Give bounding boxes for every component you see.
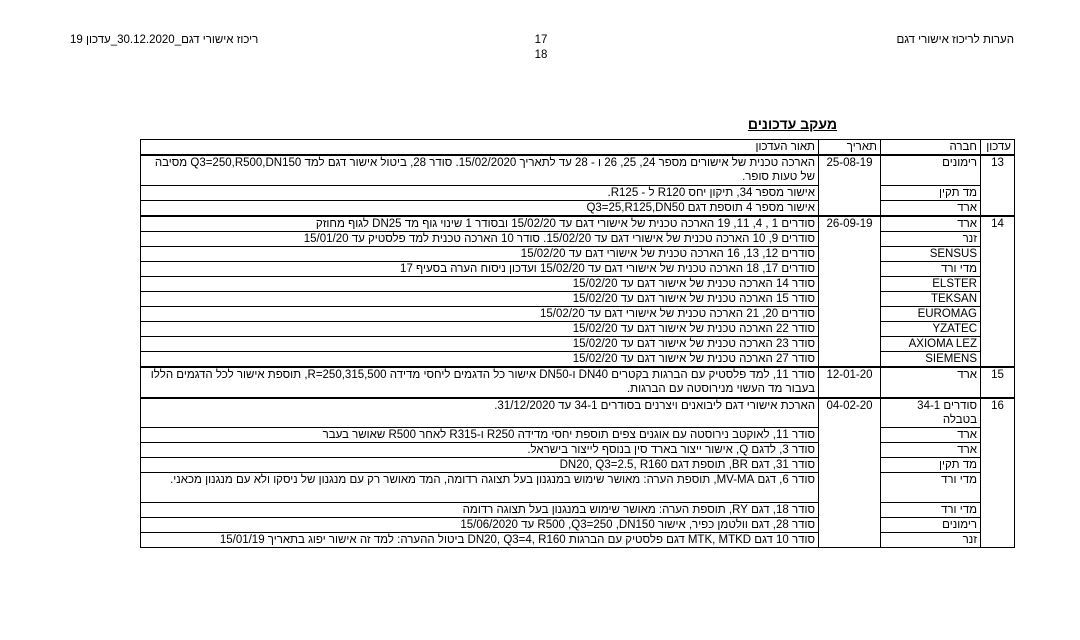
company-cell: EUROMAG — [881, 307, 981, 322]
company-cell: AXIOMA LEZ — [881, 337, 981, 352]
table-row — [141, 518, 1015, 533]
description-cell: אישור מספר 34, תיקון יחס R120 ל - R125. — [141, 186, 819, 201]
description-cell: סודרים 20, 21 הארכה טכנית של אישורי דגם עד 15/02/20 — [141, 307, 819, 322]
description-cell: הארכה טכנית של אישורים מספר 24, 25, 26 ו - 28 עד לתאריך 15/02/2020. סודר 28, ביטול אישור דגם למד Q3=250,R500,DN150 מסיבה של טעות סופר. — [141, 155, 819, 186]
company-cell: ELSTER — [881, 277, 981, 292]
description-cell: סודרים 1 , 4, 11, 19 הארכה טכנית של אישורי דגם עד 15/02/20 ובסודר 1 שינוי גוף מד DN25 לגוף מחוזק — [141, 216, 819, 232]
description-cell: סודר 27 הארכה טכנית של אישור דגם עד 15/02/20 — [141, 352, 819, 368]
update-number-cell: 14 — [981, 216, 1015, 367]
description-cell: הארכת אישורי דגם ליבואנים ויצרנים בסודרים 34-1 עד 31/12/2020. — [141, 398, 819, 428]
table-row — [141, 277, 1015, 292]
table-row — [141, 216, 1015, 232]
description-cell: סודר 22 הארכה טכנית של אישור דגם עד 15/02/20 — [141, 322, 819, 337]
company-cell: SIEMENS — [881, 352, 981, 368]
company-cell: TEKSAN — [881, 292, 981, 307]
table-body — [141, 155, 1015, 548]
update-number-cell: 15 — [981, 367, 1015, 398]
column-header-company: חברה — [881, 140, 981, 156]
description-cell: סודר 10 דגם MTK, MTKD דגם פלסטיק עם הברגות DN20, Q3=4, R160 ביטול ההערה: למד זה אישור יפוג בתאריך 15/01/19 — [141, 533, 819, 548]
company-cell: ארד — [881, 367, 981, 398]
description-cell: סודר 14 הארכה טכנית של אישור דגם עד 15/02/20 — [141, 277, 819, 292]
table-row — [141, 428, 1015, 443]
description-cell: סודר 28, דגם וולטמן כפיר, אישור R500 ,Q3=250 ,DN150 עד 15/06/2020 — [141, 518, 819, 533]
company-cell: SENSUS — [881, 247, 981, 262]
header-right: הערות לריכוז אישורי דגם — [896, 34, 1014, 46]
updates-table — [140, 139, 1015, 548]
table-row — [141, 473, 1015, 503]
company-cell: סודרים 34-1 בטבלה — [881, 398, 981, 428]
company-cell: מד תקין — [881, 186, 981, 201]
description-cell: סודר 11, לאוקטב נירוסטה עם אוגנים צפים תוספת יחסי מדידה R250 ו-R315 לאחר R500 שאושר בעבר — [141, 428, 819, 443]
company-cell: זנר — [881, 232, 981, 247]
company-cell: מדי ורד — [881, 473, 981, 503]
company-cell: מדי ורד — [881, 262, 981, 277]
header-page-numbers — [528, 33, 554, 63]
column-header-update: עדכון — [981, 140, 1015, 156]
table-row — [141, 503, 1015, 518]
table-row — [141, 337, 1015, 352]
description-cell: סודר 6, דגם MV-MA, תוספת הערה: מאושר שימוש במנגנון בעל תצוגה רדומה, המד מאושר רק עם מנגנון של ניסקו ולא עם מנגנון מכאני. — [141, 473, 819, 503]
company-cell: מדי ורד — [881, 503, 981, 518]
table-row — [141, 186, 1015, 201]
company-cell: רימונים — [881, 155, 981, 186]
company-cell: ארד — [881, 443, 981, 458]
date-cell: 25-08-19 — [819, 155, 881, 216]
date-cell: 04-02-20 — [819, 398, 881, 548]
description-cell: סודר 11, למד פלסטיק עם הברגות בקטרים DN40 ו-DN50 אישור כל הדגמים ליחסי מדידה R=250,315,500, תוספת אישור לכל הדגמים הללו בעבור מד העשוי מנירוסטה עם הברגות. — [141, 367, 819, 398]
company-cell: ארד — [881, 201, 981, 217]
column-header-description: תאור העדכון — [141, 140, 819, 156]
company-cell: זנר — [881, 533, 981, 548]
description-cell: סודר 18, דגם RY, תוספת הערה: מאושר שימוש במנגנון בעל תצוגה רדומה — [141, 503, 819, 518]
update-number-cell: 13 — [981, 155, 1015, 216]
table-row — [141, 155, 1015, 186]
table-row — [141, 367, 1015, 398]
table-row — [141, 292, 1015, 307]
company-cell: מד תקין — [881, 458, 981, 473]
table-row — [141, 307, 1015, 322]
header-page-number-2: 18 — [534, 49, 548, 61]
description-cell: סודר 15 הארכה טכנית של אישור דגם עד 15/02/20 — [141, 292, 819, 307]
description-cell: סודר 3, לדגם Q, אישור ייצור בארד סין בנוסף לייצור בישראל. — [141, 443, 819, 458]
description-cell: סודרים 12, 13, 16 הארכה טכנית של אישורי דגם עד 15/02/20 — [141, 247, 819, 262]
description-cell: סודר 23 הארכה טכנית של אישור דגם עד 15/02/20 — [141, 337, 819, 352]
company-cell: YZATEC — [881, 322, 981, 337]
table-row — [141, 533, 1015, 548]
description-cell: סודרים 17, 18 הארכה טכנית של אישורי דגם עד 15/02/20 ועדכון ניסוח הערה בסעיף 17 — [141, 262, 819, 277]
company-cell: ארד — [881, 428, 981, 443]
table-row — [141, 201, 1015, 217]
page-title: מעקב עדכונים — [747, 116, 837, 132]
table-row — [141, 262, 1015, 277]
table-row — [141, 443, 1015, 458]
description-cell: אישור מספר 4 תוספת דגם Q3=25,R125,DN50 — [141, 201, 819, 217]
date-cell: 12-01-20 — [819, 367, 881, 398]
description-cell: סודר 31, דגם BR, תוספת דגם DN20, Q3=2.5, R160 — [141, 458, 819, 473]
table-row — [141, 398, 1015, 428]
header-page-number-1: 17 — [534, 34, 548, 46]
table-row — [141, 322, 1015, 337]
table-row — [141, 247, 1015, 262]
table-row — [141, 232, 1015, 247]
header-left: ריכוז אישורי דגם_30.12.2020_עדכון 19 — [70, 34, 259, 46]
table-header-row — [141, 140, 1015, 156]
table-row — [141, 352, 1015, 368]
description-cell: סודרים 9, 10 הארכה טכנית של אישורי דגם עד 15/02/20. סודר 10 הארכה טכנית למד פלסטיק עד 15/01/20 — [141, 232, 819, 247]
update-number-cell: 16 — [981, 398, 1015, 548]
column-header-date: תאריך — [819, 140, 881, 156]
table-row — [141, 458, 1015, 473]
date-cell: 26-09-19 — [819, 216, 881, 367]
company-cell: ארד — [881, 216, 981, 232]
company-cell: רימונים — [881, 518, 981, 533]
